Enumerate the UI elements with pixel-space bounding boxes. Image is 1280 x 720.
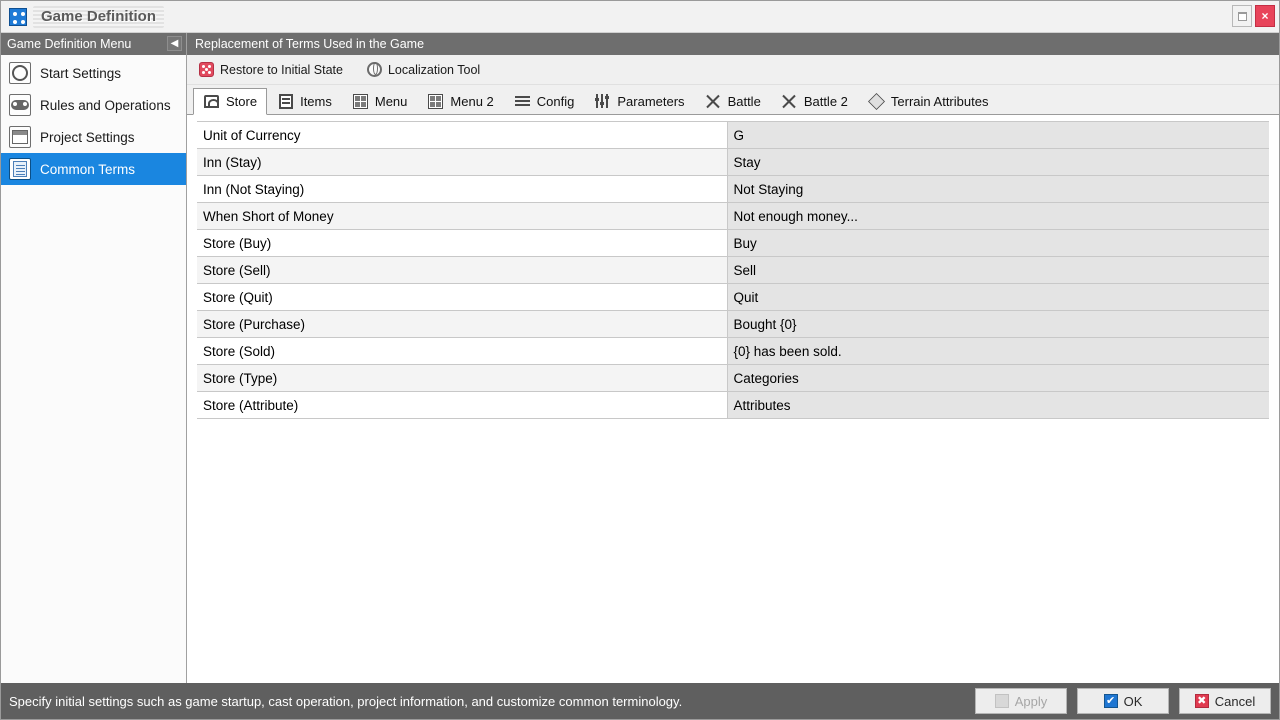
sidebar-header-label: Game Definition Menu: [7, 37, 132, 51]
minimize-button[interactable]: [1232, 5, 1252, 27]
parameters-icon: [594, 93, 611, 110]
close-icon: ✖: [1195, 694, 1209, 708]
table-row[interactable]: [197, 176, 1269, 203]
terrain-icon: [868, 93, 885, 110]
app-icon: [9, 8, 27, 26]
sidebar-item-rules-and-operations[interactable]: [1, 89, 186, 121]
term-value[interactable]: Sell: [727, 257, 1269, 284]
term-value[interactable]: Bought {0}: [727, 311, 1269, 338]
tab-parameters[interactable]: [584, 87, 694, 114]
table-row[interactable]: [197, 365, 1269, 392]
title-bar: [1, 1, 1279, 33]
main-panel: [187, 33, 1279, 683]
term-label: Store (Buy): [197, 230, 727, 257]
cancel-button[interactable]: [1179, 688, 1271, 714]
globe-icon: [367, 62, 382, 77]
tab-label: Battle 2: [803, 93, 848, 109]
tab-label: Menu 2: [450, 93, 494, 109]
table-row[interactable]: [197, 257, 1269, 284]
sidebar: [1, 33, 187, 683]
ok-button[interactable]: [1077, 688, 1169, 714]
terms-table: [197, 121, 1269, 419]
window-controls: [1232, 5, 1275, 27]
tab-label: Parameters: [617, 93, 685, 109]
term-value[interactable]: Buy: [727, 230, 1269, 257]
store-icon: [203, 93, 220, 110]
close-button[interactable]: ×: [1255, 5, 1275, 27]
apply-icon: [995, 694, 1009, 708]
sidebar-item-label: Project Settings: [40, 129, 135, 145]
sidebar-header: [1, 33, 186, 55]
term-label: When Short of Money: [197, 203, 727, 230]
tab-label: Terrain Attributes: [890, 93, 989, 109]
table-row[interactable]: [197, 203, 1269, 230]
term-label: Store (Attribute): [197, 392, 727, 419]
term-value[interactable]: Stay: [727, 149, 1269, 176]
term-label: Inn (Stay): [197, 149, 727, 176]
apply-button[interactable]: [975, 688, 1067, 714]
sidebar-item-common-terms[interactable]: [1, 153, 186, 185]
table-row[interactable]: [197, 230, 1269, 257]
tab-label: Store: [226, 94, 258, 109]
menu-grid-icon: [427, 93, 444, 110]
toolbar-label: Restore to Initial State: [220, 62, 343, 77]
check-icon: ✔: [1104, 694, 1118, 708]
tab-label: Menu: [374, 93, 408, 109]
term-label: Store (Quit): [197, 284, 727, 311]
tab-menu[interactable]: [342, 87, 418, 114]
cancel-label: Cancel: [1214, 693, 1256, 709]
tab-label: Config: [536, 93, 575, 109]
tab-bar: [187, 85, 1279, 115]
document-icon: [9, 158, 31, 180]
sidebar-list: [1, 55, 186, 683]
sidebar-item-project-settings[interactable]: [1, 121, 186, 153]
table-row[interactable]: [197, 122, 1269, 149]
sidebar-item-label: Rules and Operations: [40, 97, 171, 113]
items-icon: [277, 93, 294, 110]
battle-swords-icon: [705, 93, 722, 110]
sidebar-item-label: Start Settings: [40, 65, 122, 81]
status-bar: [1, 683, 1279, 719]
minimize-icon: [1238, 12, 1247, 21]
term-label: Inn (Not Staying): [197, 176, 727, 203]
config-icon: [514, 93, 531, 110]
term-value[interactable]: G: [727, 122, 1269, 149]
ok-label: OK: [1123, 693, 1143, 709]
battle-swords-icon: [781, 93, 798, 110]
tab-battle[interactable]: [695, 87, 771, 114]
tab-label: Battle: [727, 93, 761, 109]
table-row[interactable]: [197, 338, 1269, 365]
status-message: Specify initial settings such as game startup, cast operation, project information, and customize common terminology.: [9, 693, 683, 709]
window-body: [1, 33, 1279, 683]
term-label: Store (Purchase): [197, 311, 727, 338]
collapse-sidebar-icon[interactable]: ◀: [167, 36, 182, 51]
tab-config[interactable]: [504, 87, 585, 114]
tab-battle-2[interactable]: [771, 87, 858, 114]
menu-grid-icon: [352, 93, 369, 110]
tab-menu-2[interactable]: [417, 87, 503, 114]
tab-items[interactable]: [267, 87, 342, 114]
localization-tool-button[interactable]: [363, 60, 484, 79]
window-title: Game Definition: [33, 6, 164, 28]
term-value[interactable]: Categories: [727, 365, 1269, 392]
toolbar-label: Localization Tool: [387, 62, 481, 77]
tab-terrain-attributes[interactable]: [858, 87, 999, 114]
toolbar: [187, 55, 1279, 85]
term-value[interactable]: Not Staying: [727, 176, 1269, 203]
term-label: Store (Type): [197, 365, 727, 392]
term-value[interactable]: Quit: [727, 284, 1269, 311]
tab-store[interactable]: [193, 88, 267, 115]
term-value[interactable]: Attributes: [727, 392, 1269, 419]
term-value[interactable]: Not enough money...: [727, 203, 1269, 230]
table-row[interactable]: [197, 149, 1269, 176]
apply-label: Apply: [1014, 693, 1048, 709]
sidebar-item-label: Common Terms: [40, 161, 136, 177]
sidebar-item-start-settings[interactable]: [1, 57, 186, 89]
term-label: Store (Sell): [197, 257, 727, 284]
restore-to-initial-state-button[interactable]: [195, 60, 347, 79]
circle-s-icon: [9, 62, 31, 84]
window-icon: [9, 126, 31, 148]
main-header: Replacement of Terms Used in the Game: [187, 33, 1279, 55]
term-label: Unit of Currency: [197, 122, 727, 149]
tab-label: Items: [300, 93, 332, 109]
table-row[interactable]: [197, 284, 1269, 311]
term-value[interactable]: {0} has been sold.: [727, 338, 1269, 365]
terms-table-container: [187, 115, 1279, 683]
table-row[interactable]: [197, 311, 1269, 338]
dice-icon: [199, 62, 214, 77]
table-row[interactable]: [197, 392, 1269, 419]
gamepad-icon: [9, 94, 31, 116]
term-label: Store (Sold): [197, 338, 727, 365]
